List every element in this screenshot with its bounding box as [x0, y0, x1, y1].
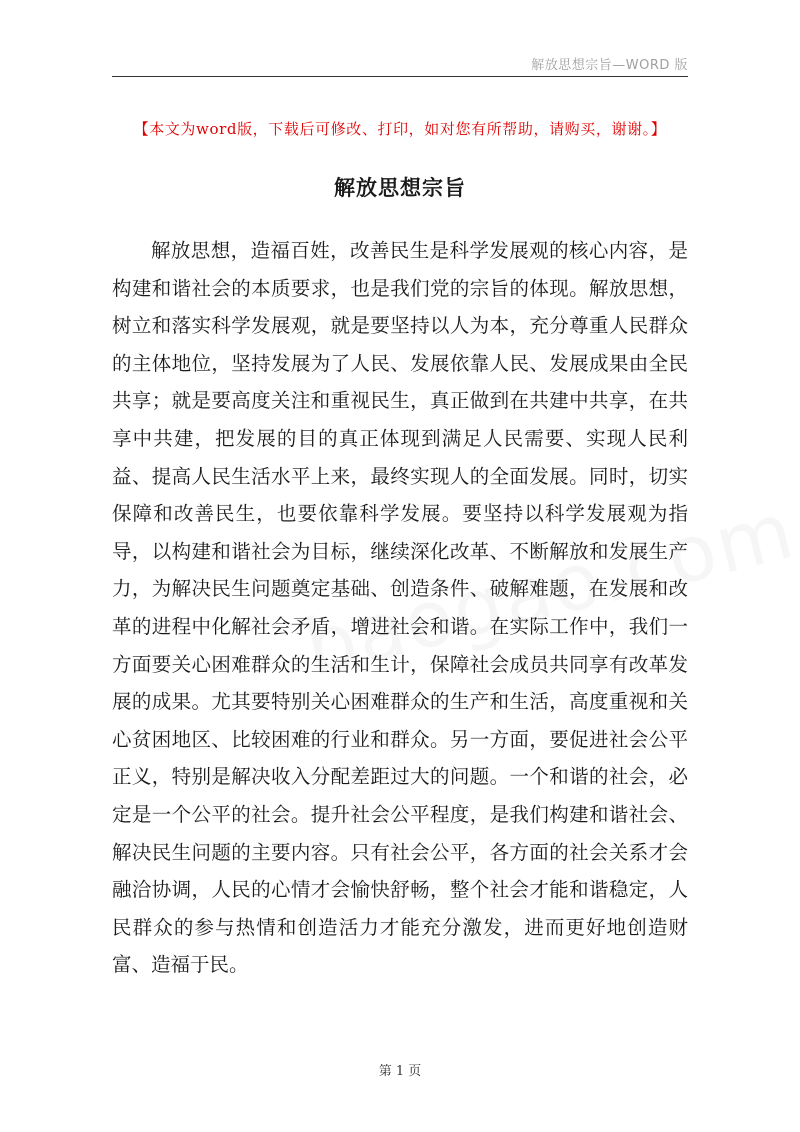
body-paragraph: 解放思想，造福百姓，改善民生是科学发展观的核心内容，是构建和谐社会的本质要求，也是我们党的宗旨的体现。解放思想，树立和落实科学发展观，就是要坚持以人为本，充分尊重人民群众的主体地位，坚持发展为了人民、发展依靠人民、发展成果由全民共享；就是要高度关注和重视民生，真正做到在共建中共享，在共享中共建，把发展的目的真正体现到满足人民需要、实现人民利益、提高人民生活水平上来，最终实现人的全面发展。同时，切实保障和改善民生，也要依靠科学发展。要坚持以科学发展观为指导，以构建和谐社会为目标，继续深化改革、不断解放和发展生产力，为解决民生问题奠定基础、创造条件、破解难题，在发展和改革的进程中化解社会矛盾，增进社会和谐。在实际工作中，我们一方面要关心困难群众的生活和生计，保障社会成员共同享有改革发展的成果。尤其要特别关心困难群众的生产和生活，高度重视和关心贫困地区、比较困难的行业和群众。另一方面，要促进社会公平正义，特别是解决收入分配差距过大的问题。一个和谐的社会，必定是一个公平的社会。提升社会公平程度，是我们构建和谐社会、解决民生问题的主要内容。只有社会公平，各方面的社会关系才会融洽协调，人民的心情才会愉快舒畅，整个社会才能和谐稳定，人民群众的参与热情和创造活力才能充分激发，进而更好地创造财富、造福于民。 [112, 239, 688, 977]
running-header: 解放思想宗旨—WORD 版 [531, 58, 688, 73]
page-number: 第 1 页 [378, 1064, 422, 1079]
header-rule [112, 76, 688, 77]
purchase-notice: 【本文为word版，下载后可修改、打印，如对您有所帮助，请购买，谢谢。】 [133, 120, 667, 138]
document-title: 解放思想宗旨 [334, 176, 466, 200]
